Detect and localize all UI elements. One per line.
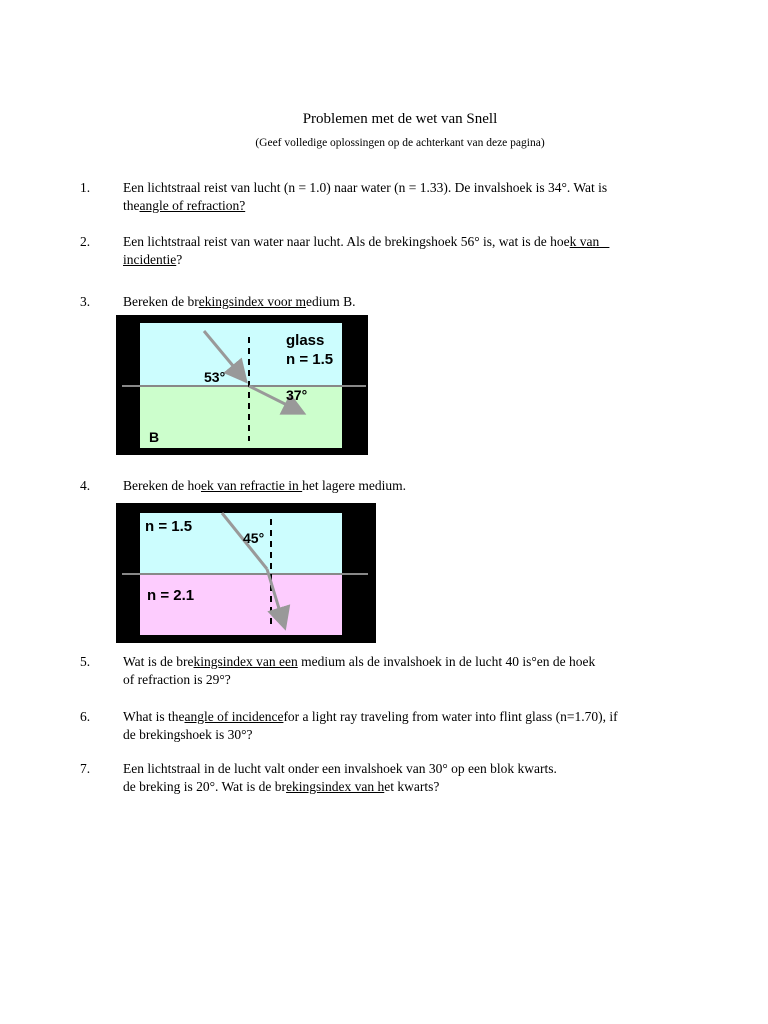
- question-number: 1.: [80, 180, 91, 195]
- underlined-term: k van: [569, 234, 610, 249]
- n-lower-label: n = 2.1: [147, 587, 195, 604]
- underlined-term: kingsindex van een: [193, 654, 298, 669]
- underlined-term: incidentie: [123, 252, 177, 267]
- question-number: 2.: [80, 234, 91, 249]
- underlined-term: ek van refractie in: [200, 478, 303, 493]
- question-text-line: What is theangle of incidencefor a light ray traveling from water into flint glass (n=1.70), if: [123, 709, 618, 724]
- question-text-line: Een lichtstraal reist van lucht (n = 1.0) naar water (n = 1.33). De invalshoek is 34°. Wat is: [123, 180, 608, 195]
- question-text-line: de brekingshoek is 30°?: [123, 727, 253, 742]
- question-text-line: de breking is 20°. Wat is de brekingsindex van het kwarts?: [123, 779, 440, 794]
- glass-label: glass: [286, 332, 325, 349]
- question-number: 6.: [80, 709, 91, 724]
- question-text-line: Wat is de brekingsindex van een medium als de invalshoek in de lucht 40 is°en de hoek: [123, 654, 596, 669]
- page-title: Problemen met de wet van Snell: [302, 111, 498, 127]
- lower-medium: [140, 575, 342, 635]
- question-number: 7.: [80, 761, 91, 776]
- angle-incidence-label: 53°: [204, 369, 226, 385]
- underlined-term: angle of refraction?: [139, 198, 246, 213]
- n-label: n = 1.5: [286, 351, 334, 368]
- question-text-line: Een lichtstraal in de lucht valt onder een invalshoek van 30° op een blok kwarts.: [123, 761, 557, 776]
- question-text-line: incidentie?: [123, 252, 183, 267]
- question-text-line: of refraction is 29°?: [123, 672, 231, 687]
- question-text-line: Een lichtstraal reist van water naar lucht. Als de brekingshoek 56° is, wat is de hoek van: [123, 234, 610, 249]
- medium-b-label: B: [149, 429, 160, 445]
- underlined-term: ekingsindex voor m: [198, 294, 306, 309]
- underlined-term: ekingsindex van h: [286, 779, 385, 794]
- angle-incidence-label: 45°: [243, 530, 265, 546]
- refraction-diagram-1: [116, 315, 368, 455]
- question-number: 4.: [80, 478, 91, 493]
- question-text-line: Bereken de hoek van refractie in het lagere medium.: [123, 478, 407, 493]
- angle-refraction-label: 37°: [286, 387, 308, 403]
- question-text-line: Bereken de brekingsindex voor medium B.: [123, 294, 356, 309]
- refraction-diagram-2: [116, 503, 376, 643]
- question-number: 5.: [80, 654, 91, 669]
- lower-medium: [140, 387, 342, 448]
- n-upper-label: n = 1.5: [145, 518, 193, 535]
- question-number: 3.: [80, 294, 91, 309]
- page-subtitle: (Geef volledige oplossingen op de achterkant van deze pagina): [255, 137, 545, 149]
- question-text-line: theangle of refraction?: [123, 198, 246, 213]
- underlined-term: angle of incidence: [184, 709, 284, 724]
